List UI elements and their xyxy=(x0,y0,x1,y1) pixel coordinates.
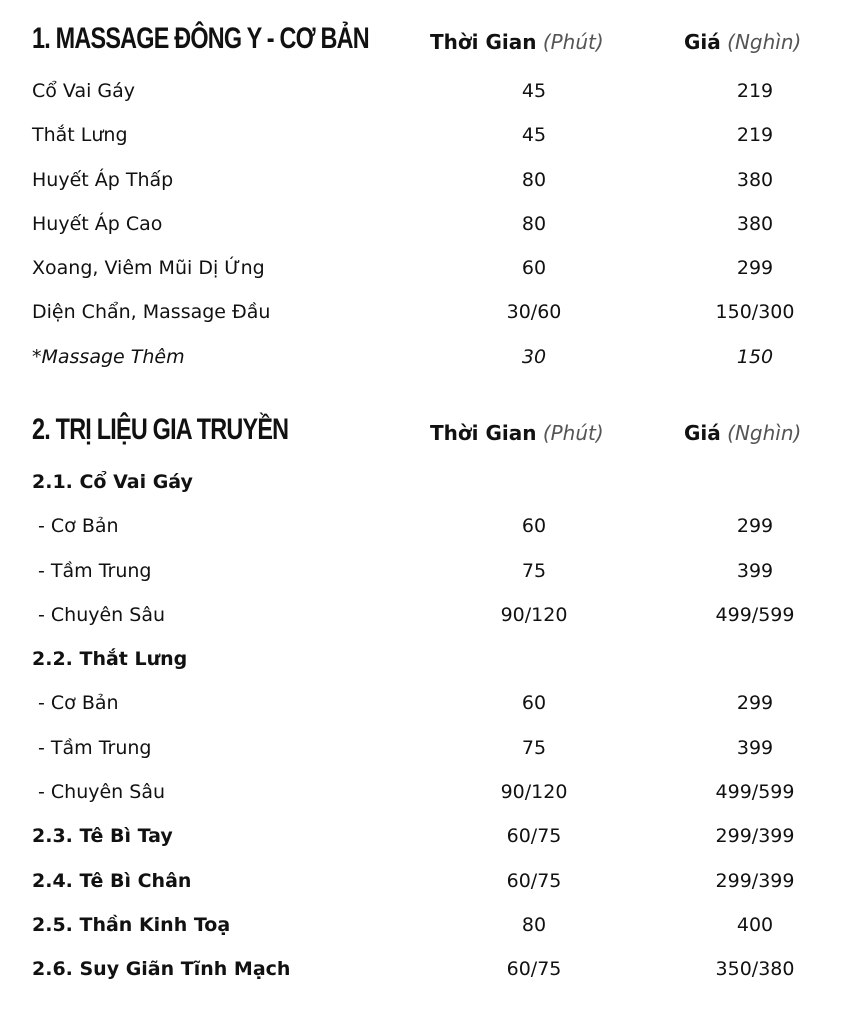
service-name: Diện Chẩn, Massage Đầu xyxy=(32,301,271,324)
service-time: 90/120 xyxy=(500,603,568,626)
service-price: 380 xyxy=(736,168,774,191)
section-header xyxy=(0,20,865,70)
service-name: - Cơ Bản xyxy=(38,692,119,715)
service-row xyxy=(0,114,865,158)
price-column-header xyxy=(684,421,801,445)
price-label: Giá xyxy=(684,30,721,54)
service-name: Thắt Lưng xyxy=(32,124,128,147)
service-time: 30/60 xyxy=(506,301,562,324)
service-row xyxy=(0,904,865,948)
service-time: 60/75 xyxy=(506,869,562,892)
subsection-row xyxy=(0,638,865,682)
service-time: 60/75 xyxy=(506,825,562,848)
service-time: 90/120 xyxy=(500,781,568,804)
time-unit: (Phút) xyxy=(542,421,604,445)
service-price: 299/399 xyxy=(715,869,795,892)
service-time: 60/75 xyxy=(506,958,562,981)
service-name: - Chuyên Sâu xyxy=(38,781,166,804)
service-row xyxy=(0,70,865,114)
service-name: - Cơ Bản xyxy=(38,515,119,538)
service-row-extra xyxy=(0,336,865,380)
service-name: 2.1. Cổ Vai Gáy xyxy=(32,471,193,493)
time-column-header xyxy=(430,421,604,445)
service-name: - Tầm Trung xyxy=(38,736,152,759)
price-column-header xyxy=(684,30,801,54)
service-time: 80 xyxy=(521,212,547,235)
service-time: 75 xyxy=(521,559,547,582)
service-row xyxy=(0,550,865,594)
section-massage-dong-y xyxy=(0,20,865,380)
service-price: 299/399 xyxy=(715,825,795,848)
service-time: 60 xyxy=(521,257,547,280)
section-title: 1. MASSAGE ĐÔNG Y - CƠ BẢN xyxy=(32,22,369,55)
service-name: 2.6. Suy Giãn Tĩnh Mạch xyxy=(32,958,291,981)
service-price: 399 xyxy=(736,736,774,759)
service-price: 399 xyxy=(736,559,774,582)
time-label: Thời Gian xyxy=(430,421,537,445)
service-time: 45 xyxy=(521,80,547,102)
service-row xyxy=(0,948,865,992)
service-price: 150/300 xyxy=(715,301,795,324)
service-row xyxy=(0,505,865,549)
service-price: 299 xyxy=(736,692,774,715)
service-name: 2.4. Tê Bì Chân xyxy=(32,869,192,892)
price-unit: (Nghìn) xyxy=(727,30,802,54)
service-name: - Tầm Trung xyxy=(38,559,152,582)
service-price: 150 xyxy=(736,345,774,368)
service-price: 219 xyxy=(736,124,774,147)
service-name: - Chuyên Sâu xyxy=(38,603,166,626)
service-row xyxy=(0,594,865,638)
service-price: 219 xyxy=(736,80,774,102)
service-price: 380 xyxy=(736,212,774,235)
service-time: 45 xyxy=(521,124,547,147)
service-name: Huyết Áp Cao xyxy=(32,212,163,235)
service-name: 2.3. Tê Bì Tay xyxy=(32,825,173,848)
price-label: Giá xyxy=(684,421,721,445)
service-time: 80 xyxy=(521,168,547,191)
time-unit: (Phút) xyxy=(542,30,604,54)
service-price: 299 xyxy=(736,515,774,538)
service-row xyxy=(0,860,865,904)
service-row xyxy=(0,727,865,771)
section-header xyxy=(0,411,865,461)
service-row xyxy=(0,682,865,726)
section-tri-lieu-gia-truyen xyxy=(0,411,865,993)
service-row xyxy=(0,203,865,247)
service-price: 400 xyxy=(736,913,774,936)
service-name: Huyết Áp Thấp xyxy=(32,168,174,191)
service-row xyxy=(0,159,865,203)
service-price: 299 xyxy=(736,257,774,280)
service-row xyxy=(0,247,865,291)
service-row xyxy=(0,815,865,859)
service-name: Cổ Vai Gáy xyxy=(32,80,136,102)
section-title: 2. TRỊ LIỆU GIA TRUYỀN xyxy=(32,413,289,446)
service-price: 350/380 xyxy=(715,958,795,981)
time-label: Thời Gian xyxy=(430,30,537,54)
service-time: 60 xyxy=(521,515,547,538)
service-name: 2.5. Thần Kinh Toạ xyxy=(32,913,231,936)
service-name: Xoang, Viêm Mũi Dị Ứng xyxy=(32,257,265,280)
service-time: 60 xyxy=(521,692,547,715)
service-time: 80 xyxy=(521,913,547,936)
service-time: 30 xyxy=(521,345,547,368)
time-column-header xyxy=(430,30,604,54)
subsection-row xyxy=(0,461,865,505)
service-time: 75 xyxy=(521,736,547,759)
service-row xyxy=(0,291,865,335)
service-price: 499/599 xyxy=(715,781,795,804)
service-row xyxy=(0,771,865,815)
service-name: *Massage Thêm xyxy=(32,345,185,368)
price-unit: (Nghìn) xyxy=(727,421,802,445)
service-price: 499/599 xyxy=(715,603,795,626)
service-name: 2.2. Thắt Lưng xyxy=(32,648,188,671)
